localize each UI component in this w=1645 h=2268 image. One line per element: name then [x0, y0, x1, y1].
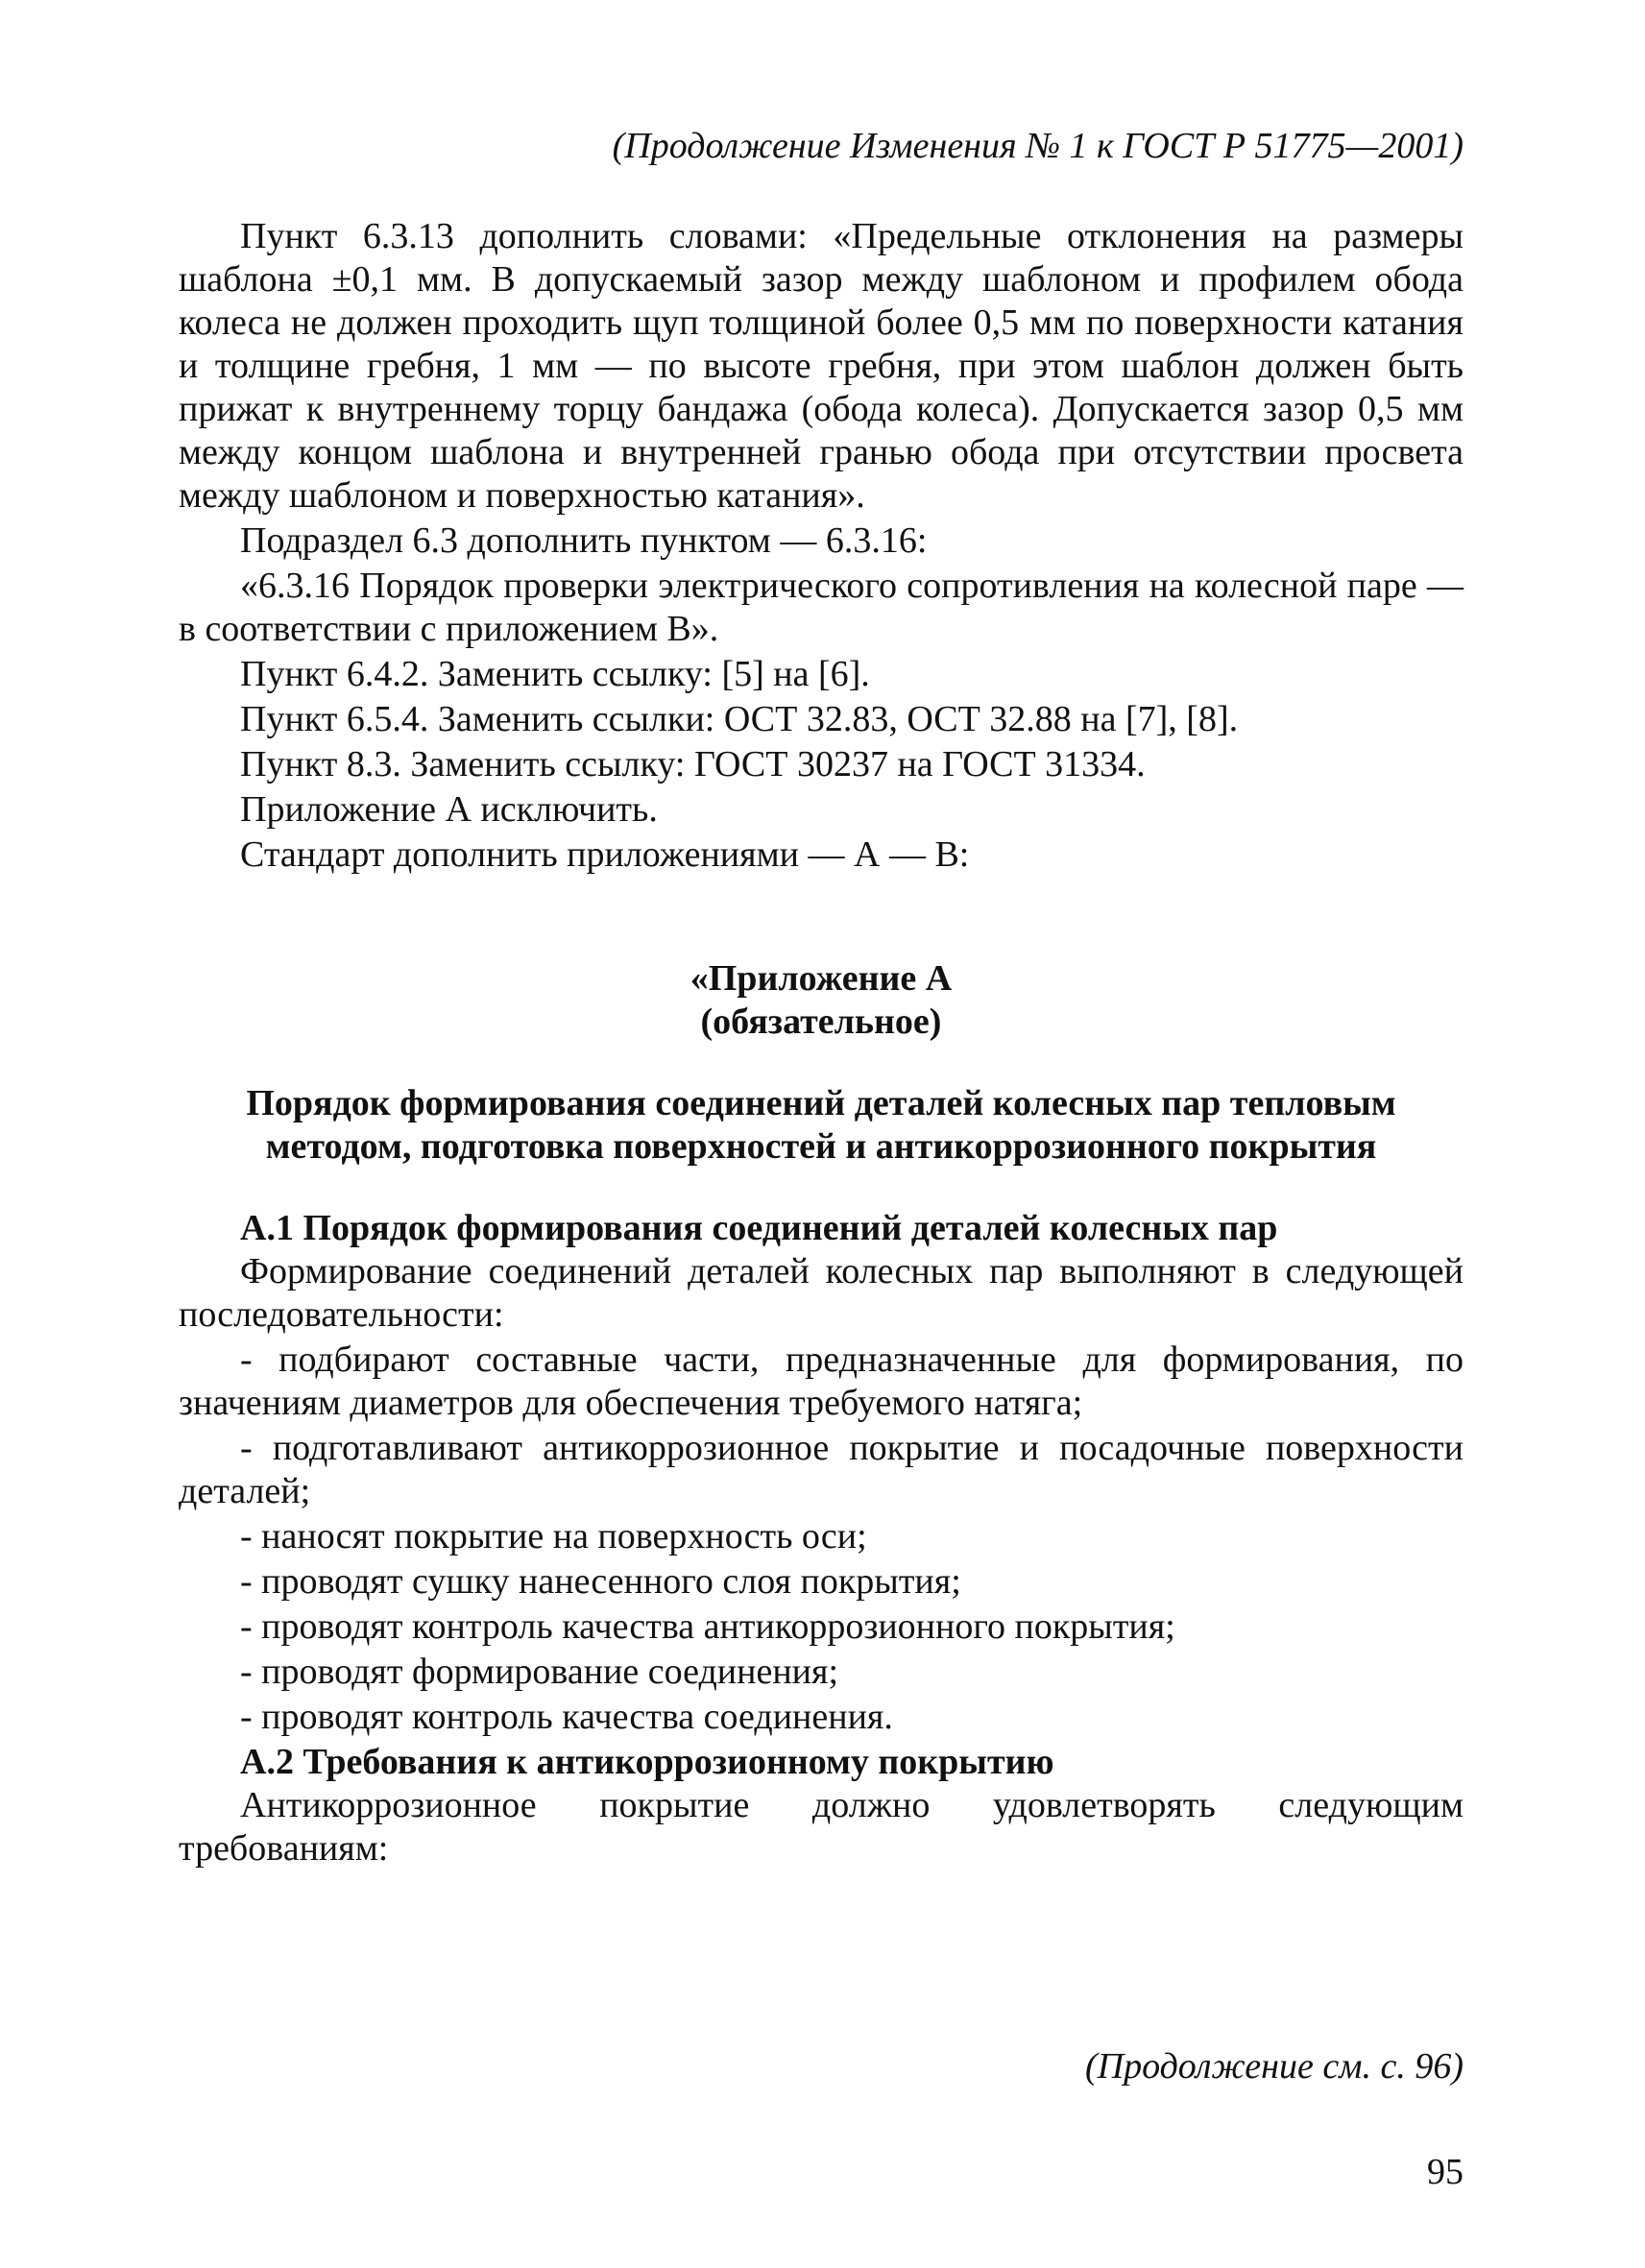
paragraph-6-4-2: Пункт 6.4.2. Заменить ссылку: [5] на [6]. — [240, 654, 870, 694]
section-a2-heading: А.2 Требования к антикоррозионному покрытию — [240, 1742, 1054, 1782]
appendix-title: «Приложение А — [689, 958, 953, 999]
continuation-footer: (Продолжение см. с. 96) — [1084, 2046, 1464, 2087]
section-a1-heading: А.1 Порядок формирования соединений деталей колесных пар — [240, 1208, 1278, 1248]
list-item: - проводят сушку нанесенного слоя покрытия; — [240, 1561, 961, 1602]
appendix-subject: Порядок формирования соединений деталей колесных пар тепловым методом, подготовка поверхностей и антикоррозионного покрытия — [246, 1083, 1396, 1167]
section-a1-intro: Формирование соединений деталей колесных пар выполняют в следующей последовательности: — [179, 1251, 1464, 1335]
appendix-status: (обязательное) — [700, 1001, 942, 1042]
page-number: 95 — [1427, 2152, 1464, 2192]
list-item: - проводят формирование соединения; — [240, 1652, 839, 1692]
list-item: - проводят контроль качества соединения. — [240, 1697, 893, 1737]
list-item: - подбирают составные части, предназначенные для формирования, по значениям диаметров для обеспечения требуемого натяга; — [179, 1339, 1464, 1423]
list-item: - наносят покрытие на поверхность оси; — [240, 1516, 867, 1556]
paragraph-6-5-4: Пункт 6.5.4. Заменить ссылки: ОСТ 32.83, ОСТ 32.88 на [7], [8]. — [240, 699, 1239, 739]
continuation-header: (Продолжение Изменения № 1 к ГОСТ Р 51775—2001) — [612, 126, 1464, 166]
paragraph-6-3-13: Пункт 6.3.13 дополнить словами: «Предельные отклонения на размеры шаблона ±0,1 мм. В допускаемый зазор между шаблоном и профилем обода колеса не должен проходить щуп толщиной более 0,5 мм по поверхности катания и толщине гребня, 1 мм — по высоте гребня, при этом шаблон должен быть прижат к внутреннему торцу бандажа (обода колеса). Допускается зазор 0,5 мм между концом шаблона и внутренней гранью обода при отсутствии просвета между шаблоном и поверхностью катания». — [179, 216, 1464, 516]
paragraph-subsection-6-3: Подраздел 6.3 дополнить пунктом — 6.3.16: — [240, 520, 928, 561]
list-item: - проводят контроль качества антикоррозионного покрытия; — [240, 1606, 1175, 1647]
paragraph-appendix-a-exclude: Приложение А исключить. — [240, 789, 658, 830]
paragraph-8-3: Пункт 8.3. Заменить ссылку: ГОСТ 30237 на ГОСТ 31334. — [240, 744, 1146, 784]
list-item: - подготавливают антикоррозионное покрытие и посадочные поверхности деталей; — [179, 1428, 1464, 1511]
paragraph-add-appendices: Стандарт дополнить приложениями — А — В: — [240, 834, 970, 875]
document-body — [179, 215, 1464, 1872]
paragraph-6-3-16: «6.3.16 Порядок проверки электрического сопротивления на колесной паре — в соответствии с приложением В». — [179, 566, 1464, 649]
section-a2-intro: Антикоррозионное покрытие должно удовлетворять следующим требованиям: — [179, 1785, 1464, 1869]
